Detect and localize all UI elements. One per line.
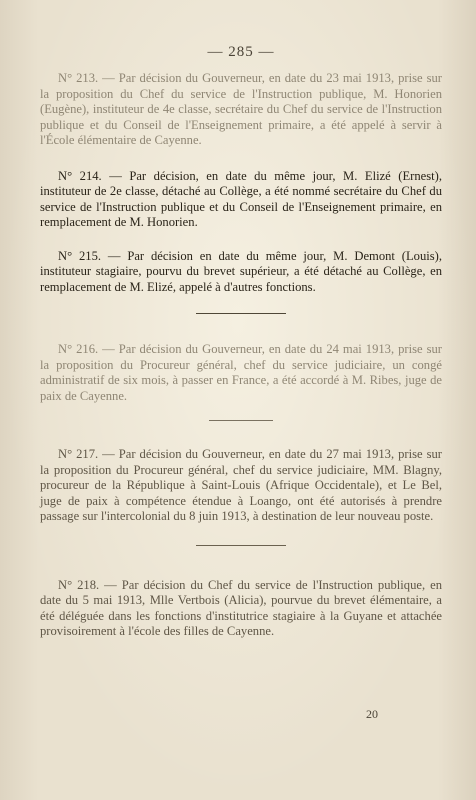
entry-number: N° 214. — [58, 168, 102, 183]
entry-text: — Par décision en date du même jour, M. Demont (Louis), instituteur stagiaire, pourvu du brevet supérieur, a été détaché au Collège, en remplacement de M. Elizé, appelé à d'autres fonctions. — [40, 248, 442, 294]
entry-218 — [40, 578, 442, 640]
entry-number: N° 215. — [58, 248, 102, 263]
signature-mark: 20 — [366, 707, 378, 721]
entry-number: N° 213. — [58, 71, 99, 85]
entry-text: — Par décision, en date du même jour, M. Elizé (Ernest), instituteur de 2e classe, détaché au Collège, a été nommé secrétaire du Chef du service de l'Instruction publique et du Conseil de l'Enseignement primaire, en remplacement de M. Honorien. — [40, 168, 442, 229]
entry-text: — Par décision du Gouverneur, en date du 24 mai 1913, prise sur la proposition du Procureur général, chef du service judiciaire, un congé administratif de six mois, à passer en France, a été accordé à M. Ribes, juge de paix de Cayenne. — [40, 342, 442, 403]
entry-214 — [40, 169, 442, 231]
entry-217 — [40, 447, 442, 525]
entry-number: N° 218. — [58, 577, 100, 592]
entry-number: N° 216. — [58, 342, 99, 356]
entry-text: — Par décision du Chef du service de l'Instruction publique, en date du 5 mai 1913, Mlle Vertbois (Alicia), pourvue du brevet élémentaire, a été déléguée dans les fonctions d'institutrice stagiaire à la Guyane et attachée provisoirement à l'école des filles de Cayenne. — [40, 577, 442, 638]
section-divider — [209, 420, 273, 421]
section-divider — [196, 545, 286, 546]
entry-number: N° 217. — [58, 447, 99, 461]
entry-text: — Par décision du Gouverneur, en date du 23 mai 1913, prise sur la proposition du Chef du service de l'Instruction publique, M. Honorien (Eugène), instituteur de 4e classe, secrétaire du Chef du service de l'Instruction publique et du Conseil de l'Enseignement primaire, a été appelé à servir à l'École élémentaire de Cayenne. — [40, 71, 442, 147]
section-divider — [196, 313, 286, 314]
entry-213 — [40, 71, 442, 149]
page-number: — 285 — — [207, 44, 275, 60]
entry-216 — [40, 342, 442, 404]
entry-215 — [40, 249, 442, 296]
entry-text: — Par décision du Gouverneur, en date du 27 mai 1913, prise sur la proposition du Procureur général, chef du service judiciaire, MM. Blagny, procureur de la République à Saint-Louis (Afrique Occidentale), et Le Bel, juge de paix à compétence étendue à Loango, ont été autorisés à prendre passage sur l'intercolonial du 8 juin 1913, à destination de leur nouveau poste. — [40, 447, 442, 523]
